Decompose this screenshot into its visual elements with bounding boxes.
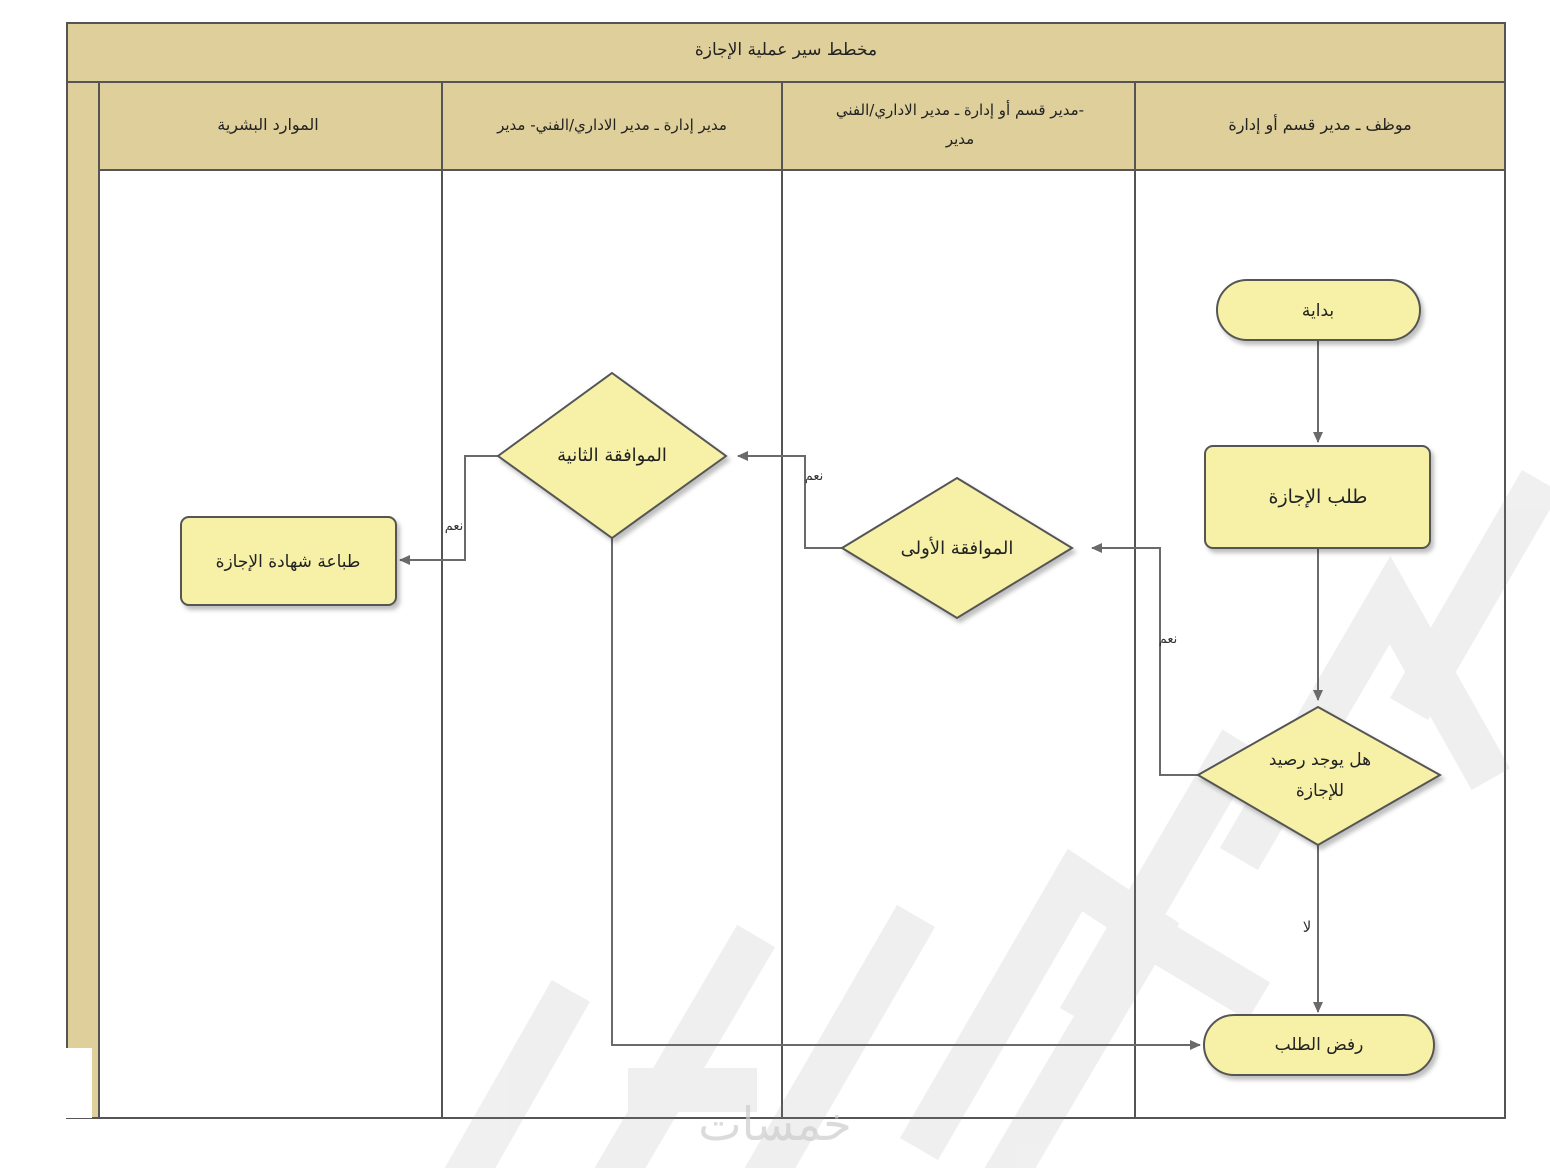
print-certificate-label: طباعة شهادة الإجازة xyxy=(215,552,361,572)
second-approval-label: الموافقة الثانية xyxy=(557,445,667,466)
first-approval-label: الموافقة الأولى xyxy=(900,538,1014,559)
lane-title-hr: الموارد البشرية xyxy=(217,115,319,134)
lane-title-dept-manager: مدير إدارة ـ مدير الاداري/الفني- مدير xyxy=(497,116,727,134)
label-second-yes: نعم xyxy=(444,519,464,534)
pool-side-strip xyxy=(67,82,99,1118)
label-first-yes: نعم xyxy=(804,469,824,484)
watermark-text: خمسات xyxy=(698,1097,852,1151)
label-balance-no: لا xyxy=(1302,918,1312,936)
reject-node-label: رفض الطلب xyxy=(1274,1035,1364,1055)
corner-mask xyxy=(62,1048,92,1118)
balance-decision-label-line1: هل يوجد رصيد xyxy=(1268,750,1372,770)
balance-decision-label-line2: للإجازة xyxy=(1295,781,1345,801)
diagram-title: مخطط سير عملية الإجازة xyxy=(694,40,878,60)
lane-title-section-manager-line1: مدير قسم أو إدارة ـ مدير الاداري/الفني- xyxy=(835,101,1085,119)
lane-header-section-manager xyxy=(782,82,1135,170)
lane-title-section-manager-line2: مدير xyxy=(945,130,975,148)
start-node-label: بداية xyxy=(1301,301,1335,321)
leave-request-label: طلب الإجازة xyxy=(1268,486,1368,508)
lane-title-employee: موظف ـ مدير قسم أو إدارة xyxy=(1228,115,1412,134)
label-balance-yes: نعم xyxy=(1158,632,1178,647)
